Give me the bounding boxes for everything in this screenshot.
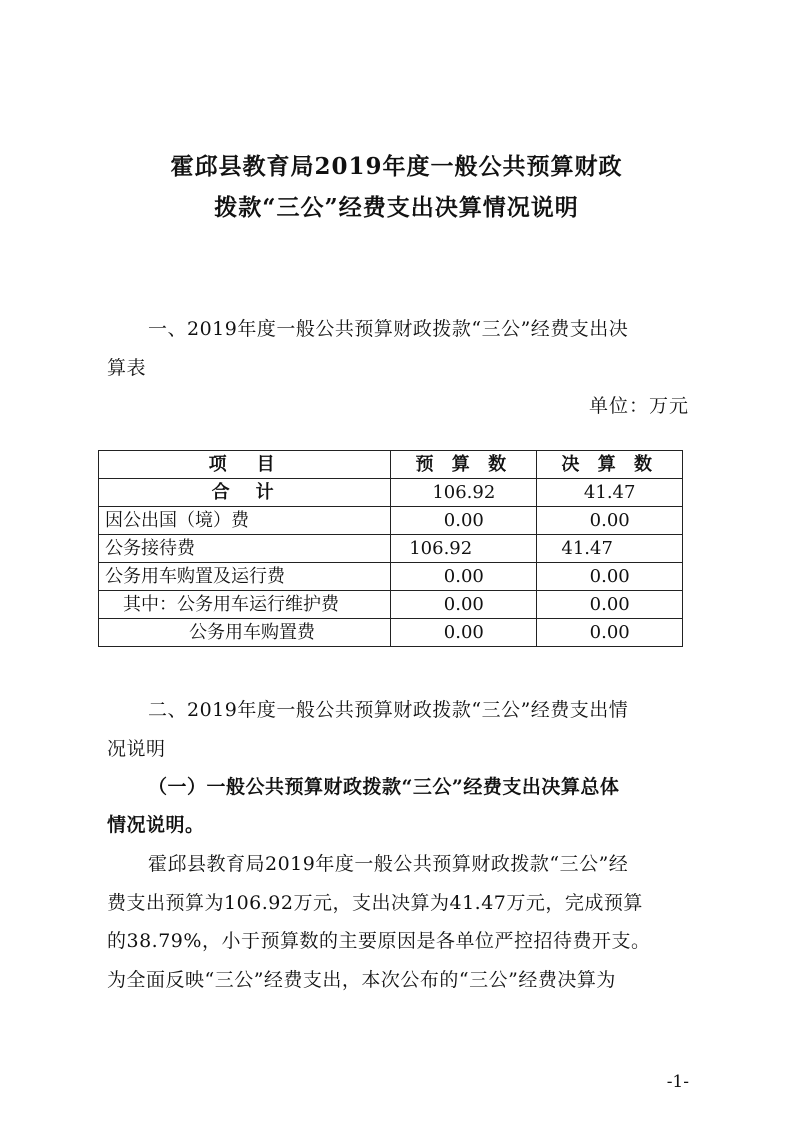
header-item: 项 目 — [99, 451, 391, 479]
section2-subheading-line-1: （一）一般公共预算财政拨款“三公”经费支出决算总体 — [148, 776, 620, 798]
row-final: 0.00 — [537, 507, 683, 535]
row-budget: 106.92 — [391, 479, 537, 507]
paragraph-line-2: 费支出预算为106.92万元，支出决算为41.47万元，完成预算 — [107, 892, 643, 914]
row-budget: 0.00 — [391, 563, 537, 591]
row-budget: 0.00 — [391, 507, 537, 535]
row-name: 公务接待费 — [99, 535, 391, 563]
page-number: -1- — [666, 1072, 689, 1092]
section1-heading-line-2: 算表 — [107, 357, 147, 379]
row-budget: 0.00 — [391, 619, 537, 647]
document-title-line-2: 拨款“三公”经费支出决算情况说明 — [214, 194, 579, 221]
row-name: 因公出国（境）费 — [99, 507, 391, 535]
table-row — [99, 507, 683, 535]
three-public-expenses-table — [98, 450, 683, 647]
table-row — [99, 591, 683, 619]
table-row — [99, 619, 683, 647]
row-final: 41.47 — [537, 479, 683, 507]
row-final: 0.00 — [537, 563, 683, 591]
unit-label: 单位：万元 — [588, 395, 689, 417]
row-budget: 0.00 — [391, 591, 537, 619]
section2-heading-line-2: 况说明 — [107, 738, 166, 760]
row-name: 合 计 — [99, 479, 391, 507]
paragraph-line-4: 为全面反映“三公”经费支出，本次公布的“三公”经费决算为 — [107, 969, 616, 991]
section1-heading-line-1: 一、2019年度一般公共预算财政拨款“三公”经费支出决 — [148, 318, 629, 340]
table-row — [99, 535, 683, 563]
header-final: 决 算 数 — [537, 451, 683, 479]
table-row — [99, 479, 683, 507]
row-final: 0.00 — [537, 591, 683, 619]
header-budget: 预 算 数 — [391, 451, 537, 479]
paragraph-line-1: 霍邱县教育局2019年度一般公共预算财政拨款“三公”经 — [148, 853, 629, 875]
section2-heading-line-1: 二、2019年度一般公共预算财政拨款“三公”经费支出情 — [148, 699, 629, 721]
row-budget: 106.92 — [391, 535, 537, 563]
document-title-line-1: 霍邱县教育局2019年度一般公共预算财政 — [170, 153, 623, 180]
table-row — [99, 563, 683, 591]
row-name: 公务用车购置及运行费 — [99, 563, 391, 591]
row-final: 0.00 — [537, 619, 683, 647]
row-name: 其中：公务用车运行维护费 — [99, 591, 391, 619]
row-name: 公务用车购置费 — [99, 619, 391, 647]
paragraph-line-3: 的38.79%，小于预算数的主要原因是各单位严控招待费开支。 — [107, 930, 651, 952]
section2-subheading-line-2: 情况说明。 — [107, 814, 205, 836]
table-header-row — [99, 451, 683, 479]
row-final: 41.47 — [537, 535, 683, 563]
